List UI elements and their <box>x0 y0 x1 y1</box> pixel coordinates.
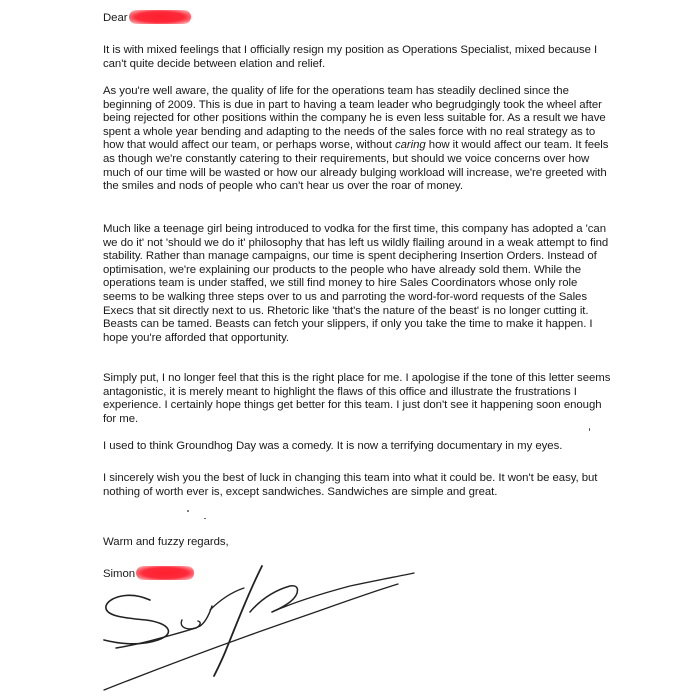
signoff <box>103 566 194 582</box>
redacted-recipient-name <box>129 10 191 24</box>
paragraph-5: I used to think Groundhog Day was a comedy. It is now a terrifying documentary in my eyes. <box>103 440 563 452</box>
salutation-text: Dear <box>103 12 128 24</box>
scan-speck <box>187 510 189 512</box>
paragraph-6: I sincerely wish you the best of luck in changing this team into what it could be. It won't be easy, but nothing of worth ever is, except sandwiches. Sandwiches are simple and great. <box>103 472 598 498</box>
paragraph-1: It is with mixed feelings that I officially resign my position as Operations Specialist, mixed because I can't quite decide between elation and relief. <box>103 44 598 70</box>
closing-line: Warm and fuzzy regards, <box>103 536 229 548</box>
signoff-name: Simon <box>103 568 136 580</box>
redacted-surname <box>136 566 194 580</box>
paragraph-4: Simply put, I no longer feel that this is the right place for me. I apologise if the tone of this letter seems antagonistic, it is merely meant to highlight the flaws of this office and illustrate the frustrations I experience. I certainly hope things get better for this team. I just don't see it happening soon enough for me. <box>103 372 611 425</box>
resignation-letter <box>103 10 613 580</box>
paragraph-2: As you're well aware, the quality of life for the operations team has steadily declined since the beginning of 2009. This is due in part to having a team leader who begrudgingly took the wheel after being rejected for other positions within the company he is even less suitable for. As a result we have spent a whole year bending and adapting to the needs of the sales force with no real strategy as to how that would affect our team, or perhaps worse, without caring how it would affect our team. It feels as though we're constantly catering to their requirements, but should we voice concerns over how much of our time will be wasted or how our already bulging workload will increase, we're greeted with the smiles and nods of people who can't hear us over the roar of money. <box>103 85 609 193</box>
scan-speck <box>204 518 206 519</box>
paragraph-3: Much like a teenage girl being introduced to vodka for the first time, this company has adopted a 'can we do it' not 'should we do it' philosophy that has left us wildly flailing around in a weak attempt to find stability. Rather than manage campaigns, our time is spent deciphering Insertion Orders. Instead of optimisation, we're explaining our products to the people who have already sold them. While the operations team is under staffed, we still find money to hire Sales Coordinators whose only role seems to be walking three steps over to us and parroting the word-for-word requests of the Sales Execs that sit directly next to us. Rhetoric like 'that's the nature of the beast' is no longer cutting it. Beasts can be tamed. Beasts can fetch your slippers, if only you take the time to make it happen. I hope you're afforded that opportunity. <box>103 223 609 344</box>
salutation <box>103 10 613 26</box>
scan-speck <box>589 428 590 431</box>
emphasised-word: caring <box>394 139 426 152</box>
